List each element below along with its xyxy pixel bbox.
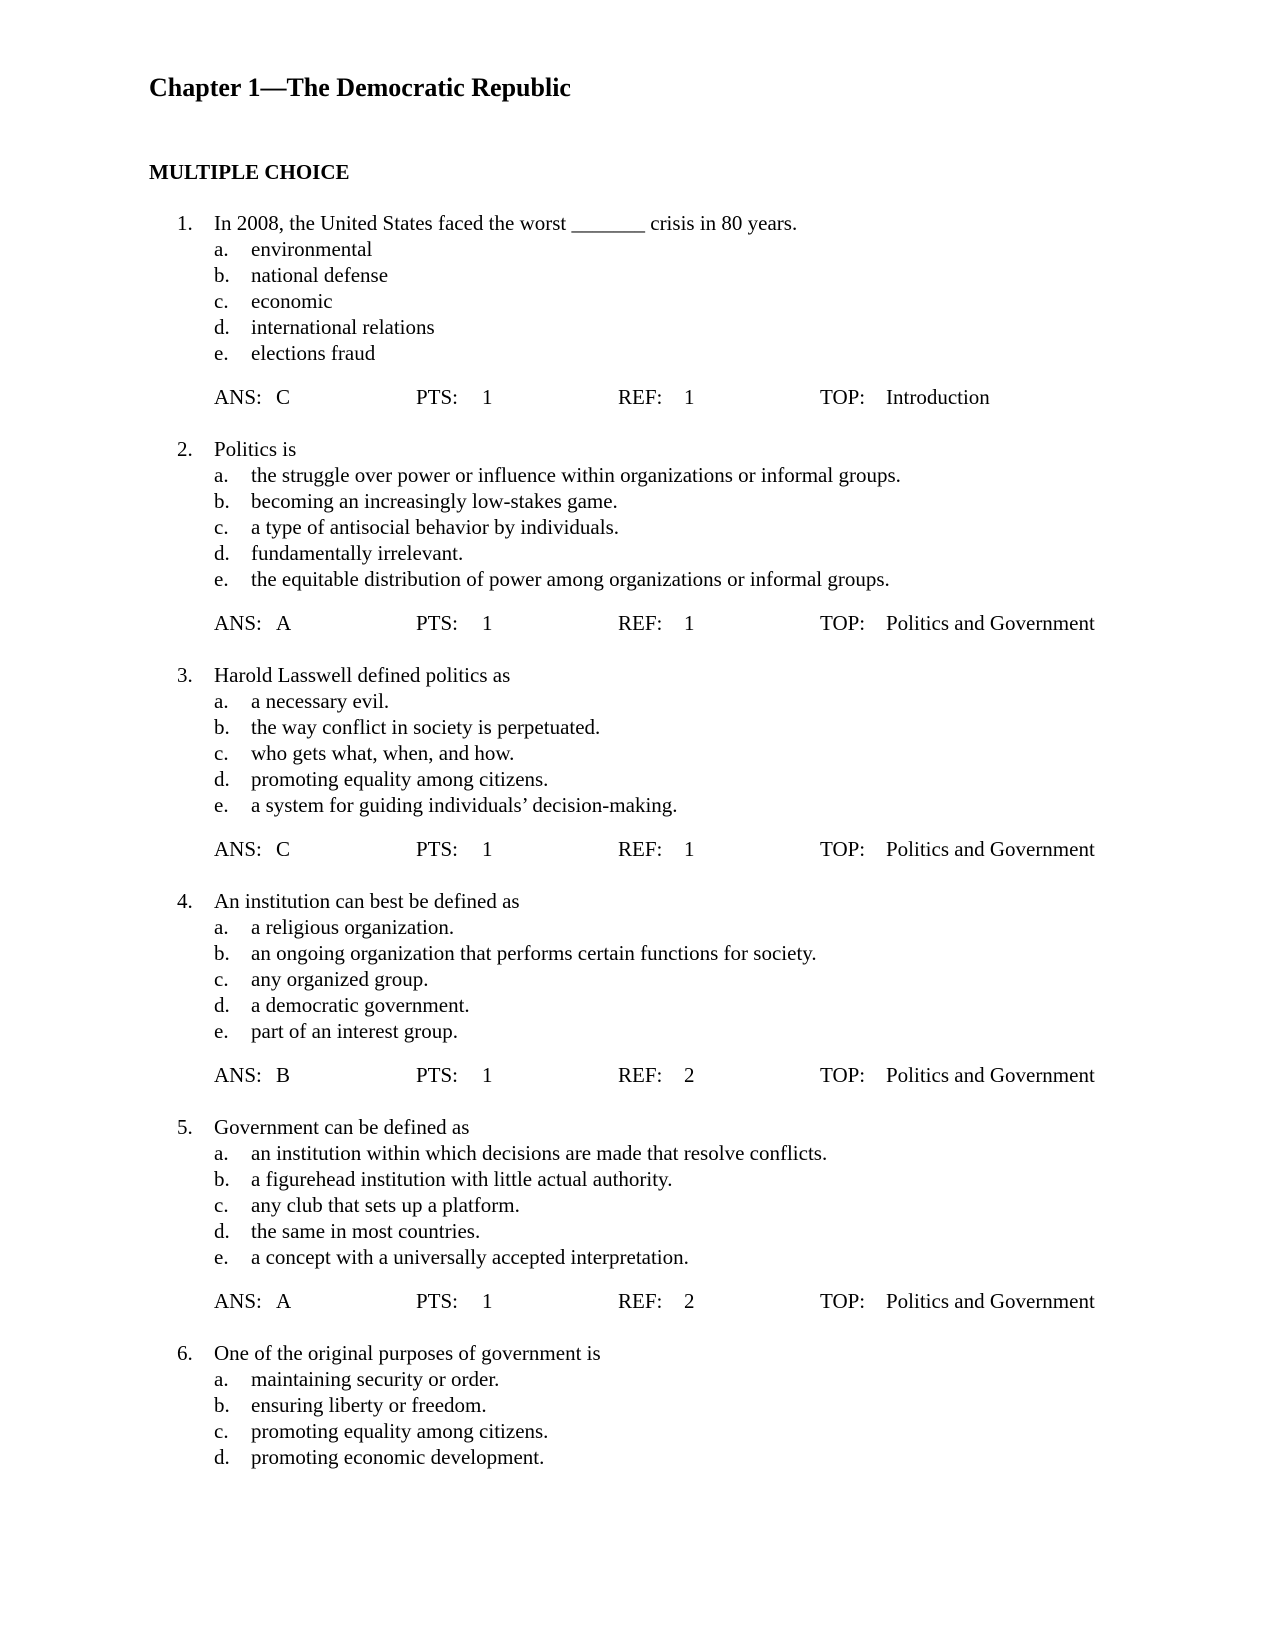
choice-letter: a. (214, 463, 229, 487)
choice-text: promoting economic development. (251, 1445, 545, 1469)
answer-field (214, 1062, 290, 1088)
choice-item (214, 1018, 817, 1044)
choice-item (214, 792, 678, 818)
question-stem: Government can be defined as (214, 1115, 470, 1139)
choice-text: the equitable distribution of power among organizations or informal groups. (251, 567, 890, 591)
choice-item (214, 992, 817, 1018)
choice-item (214, 1218, 827, 1244)
answer-metadata (214, 1288, 1114, 1314)
choice-item (214, 1140, 827, 1166)
points-field (416, 836, 493, 862)
topic-value: Politics and Government (886, 1063, 1095, 1087)
choice-text: a figurehead institution with little actual authority. (251, 1167, 673, 1191)
choice-item (214, 1366, 548, 1392)
choice-letter: c. (214, 1419, 229, 1443)
choice-item (214, 1244, 827, 1270)
question-stem: In 2008, the United States faced the worst _______ crisis in 80 years. (214, 211, 798, 235)
topic-label: TOP: (820, 1289, 866, 1313)
choice-text: a type of antisocial behavior by individuals. (251, 515, 619, 539)
points-label: PTS: (416, 1289, 459, 1313)
choice-text: a religious organization. (251, 915, 455, 939)
topic-label: TOP: (820, 385, 866, 409)
choice-item (214, 236, 435, 262)
choice-letter: b. (214, 941, 230, 965)
choice-text: a necessary evil. (251, 689, 390, 713)
answer-field (214, 1288, 291, 1314)
answer-field (214, 836, 290, 862)
question-number: 6. (177, 1341, 193, 1365)
choice-item (214, 1192, 827, 1218)
choice-letter: e. (214, 1245, 229, 1269)
choice-text: a concept with a universally accepted interpretation. (251, 1245, 689, 1269)
choice-letter: a. (214, 689, 229, 713)
question-number: 5. (177, 1115, 193, 1139)
topic-field (820, 1288, 1095, 1314)
points-value: 1 (482, 385, 493, 409)
choice-text: any organized group. (251, 967, 429, 991)
question-number: 3. (177, 663, 193, 687)
reference-label: REF: (618, 1063, 663, 1087)
question-list (0, 210, 1275, 1469)
choice-letter: b. (214, 715, 230, 739)
choice-text: the same in most countries. (251, 1219, 481, 1243)
choice-text: an institution within which decisions are made that resolve conflicts. (251, 1141, 828, 1165)
question-stem: An institution can best be defined as (214, 889, 520, 913)
choice-letter: e. (214, 1019, 229, 1043)
question-number: 4. (177, 889, 193, 913)
choice-text: part of an interest group. (251, 1019, 459, 1043)
reference-field (618, 836, 695, 862)
choice-text: promoting equality among citizens. (251, 767, 549, 791)
choice-text: becoming an increasingly low-stakes game. (251, 489, 618, 513)
points-label: PTS: (416, 837, 459, 861)
answer-label: ANS: (214, 385, 262, 409)
choice-letter: b. (214, 1167, 230, 1191)
choice-letter: d. (214, 993, 230, 1017)
topic-field (820, 836, 1095, 862)
choice-text: fundamentally irrelevant. (251, 541, 464, 565)
choice-item (214, 540, 901, 566)
choice-text: economic (251, 289, 333, 313)
topic-field (820, 610, 1095, 636)
choice-item (214, 714, 678, 740)
choice-list (214, 1140, 827, 1270)
choice-item (214, 688, 678, 714)
choice-text: promoting equality among citizens. (251, 1419, 549, 1443)
reference-value: 1 (684, 837, 695, 861)
choice-letter: c. (214, 515, 229, 539)
topic-value: Politics and Government (886, 837, 1095, 861)
choice-item (214, 462, 901, 488)
answer-metadata (214, 610, 1114, 636)
question-item (0, 436, 1275, 662)
choice-list (214, 236, 435, 366)
choice-item (214, 314, 435, 340)
choice-letter: a. (214, 915, 229, 939)
choice-letter: c. (214, 741, 229, 765)
choice-item (214, 262, 435, 288)
answer-label: ANS: (214, 1063, 262, 1087)
reference-label: REF: (618, 837, 663, 861)
choice-list (214, 688, 678, 818)
answer-metadata (214, 384, 1114, 410)
choice-list (214, 1366, 548, 1470)
choice-item (214, 566, 901, 592)
choice-item (214, 1444, 548, 1470)
answer-label: ANS: (214, 611, 262, 635)
points-field (416, 1062, 493, 1088)
points-field (416, 384, 493, 410)
choice-text: maintaining security or order. (251, 1367, 500, 1391)
choice-text: who gets what, when, and how. (251, 741, 515, 765)
choice-text: an ongoing organization that performs certain functions for society. (251, 941, 817, 965)
choice-text: a system for guiding individuals’ decision-making. (251, 793, 678, 817)
choice-text: elections fraud (251, 341, 376, 365)
points-label: PTS: (416, 385, 459, 409)
section-heading: MULTIPLE CHOICE (149, 160, 350, 184)
choice-letter: a. (214, 1141, 229, 1165)
choice-item (214, 288, 435, 314)
choice-text: the way conflict in society is perpetuated. (251, 715, 601, 739)
choice-item (214, 1166, 827, 1192)
topic-field (820, 384, 990, 410)
topic-value: Politics and Government (886, 611, 1095, 635)
answer-value: B (276, 1063, 291, 1087)
points-label: PTS: (416, 611, 459, 635)
topic-value: Introduction (886, 385, 990, 409)
answer-metadata (214, 1062, 1114, 1088)
answer-value: C (276, 385, 291, 409)
chapter-title: Chapter 1—The Democratic Republic (149, 73, 571, 102)
choice-letter: b. (214, 489, 230, 513)
topic-field (820, 1062, 1095, 1088)
choice-letter: d. (214, 315, 230, 339)
reference-label: REF: (618, 611, 663, 635)
choice-letter: a. (214, 1367, 229, 1391)
choice-letter: e. (214, 341, 229, 365)
reference-label: REF: (618, 1289, 663, 1313)
reference-value: 1 (684, 611, 695, 635)
answer-metadata (214, 836, 1114, 862)
reference-field (618, 384, 695, 410)
answer-field (214, 384, 290, 410)
choice-item (214, 340, 435, 366)
points-value: 1 (482, 611, 493, 635)
choice-item (214, 1418, 548, 1444)
choice-item (214, 740, 678, 766)
points-label: PTS: (416, 1063, 459, 1087)
reference-value: 1 (684, 385, 695, 409)
choice-list (214, 914, 817, 1044)
choice-item (214, 766, 678, 792)
choice-letter: d. (214, 1219, 230, 1243)
choice-item (214, 488, 901, 514)
question-stem: One of the original purposes of government is (214, 1341, 601, 1365)
question-item (0, 888, 1275, 1114)
question-number: 1. (177, 211, 193, 235)
question-number: 2. (177, 437, 193, 461)
choice-letter: d. (214, 541, 230, 565)
answer-value: C (276, 837, 291, 861)
choice-letter: e. (214, 567, 229, 591)
points-field (416, 610, 493, 636)
reference-field (618, 1062, 695, 1088)
topic-label: TOP: (820, 611, 866, 635)
choice-text: international relations (251, 315, 435, 339)
choice-item (214, 914, 817, 940)
question-item (0, 210, 1275, 436)
choice-letter: c. (214, 1193, 229, 1217)
choice-letter: b. (214, 1393, 230, 1417)
choice-item (214, 1392, 548, 1418)
reference-field (618, 1288, 695, 1314)
reference-field (618, 610, 695, 636)
choice-text: a democratic government. (251, 993, 470, 1017)
choice-letter: d. (214, 767, 230, 791)
topic-value: Politics and Government (886, 1289, 1095, 1313)
choice-letter: d. (214, 1445, 230, 1469)
topic-label: TOP: (820, 837, 866, 861)
choice-item (214, 940, 817, 966)
choice-text: the struggle over power or influence within organizations or informal groups. (251, 463, 901, 487)
choice-letter: c. (214, 967, 229, 991)
answer-field (214, 610, 291, 636)
reference-label: REF: (618, 385, 663, 409)
answer-value: A (276, 1289, 292, 1313)
choice-list (214, 462, 901, 592)
choice-item (214, 966, 817, 992)
points-value: 1 (482, 1063, 493, 1087)
question-item (0, 1114, 1275, 1340)
question-stem: Politics is (214, 437, 297, 461)
choice-letter: e. (214, 793, 229, 817)
choice-text: any club that sets up a platform. (251, 1193, 520, 1217)
question-stem: Harold Lasswell defined politics as (214, 663, 511, 687)
answer-value: A (276, 611, 292, 635)
choice-letter: a. (214, 237, 229, 261)
answer-label: ANS: (214, 837, 262, 861)
reference-value: 2 (684, 1063, 695, 1087)
answer-label: ANS: (214, 1289, 262, 1313)
choice-text: national defense (251, 263, 389, 287)
question-item (0, 662, 1275, 888)
points-field (416, 1288, 493, 1314)
choice-item (214, 514, 901, 540)
points-value: 1 (482, 1289, 493, 1313)
choice-letter: c. (214, 289, 229, 313)
points-value: 1 (482, 837, 493, 861)
reference-value: 2 (684, 1289, 695, 1313)
choice-text: environmental (251, 237, 373, 261)
topic-label: TOP: (820, 1063, 866, 1087)
choice-text: ensuring liberty or freedom. (251, 1393, 487, 1417)
choice-letter: b. (214, 263, 230, 287)
